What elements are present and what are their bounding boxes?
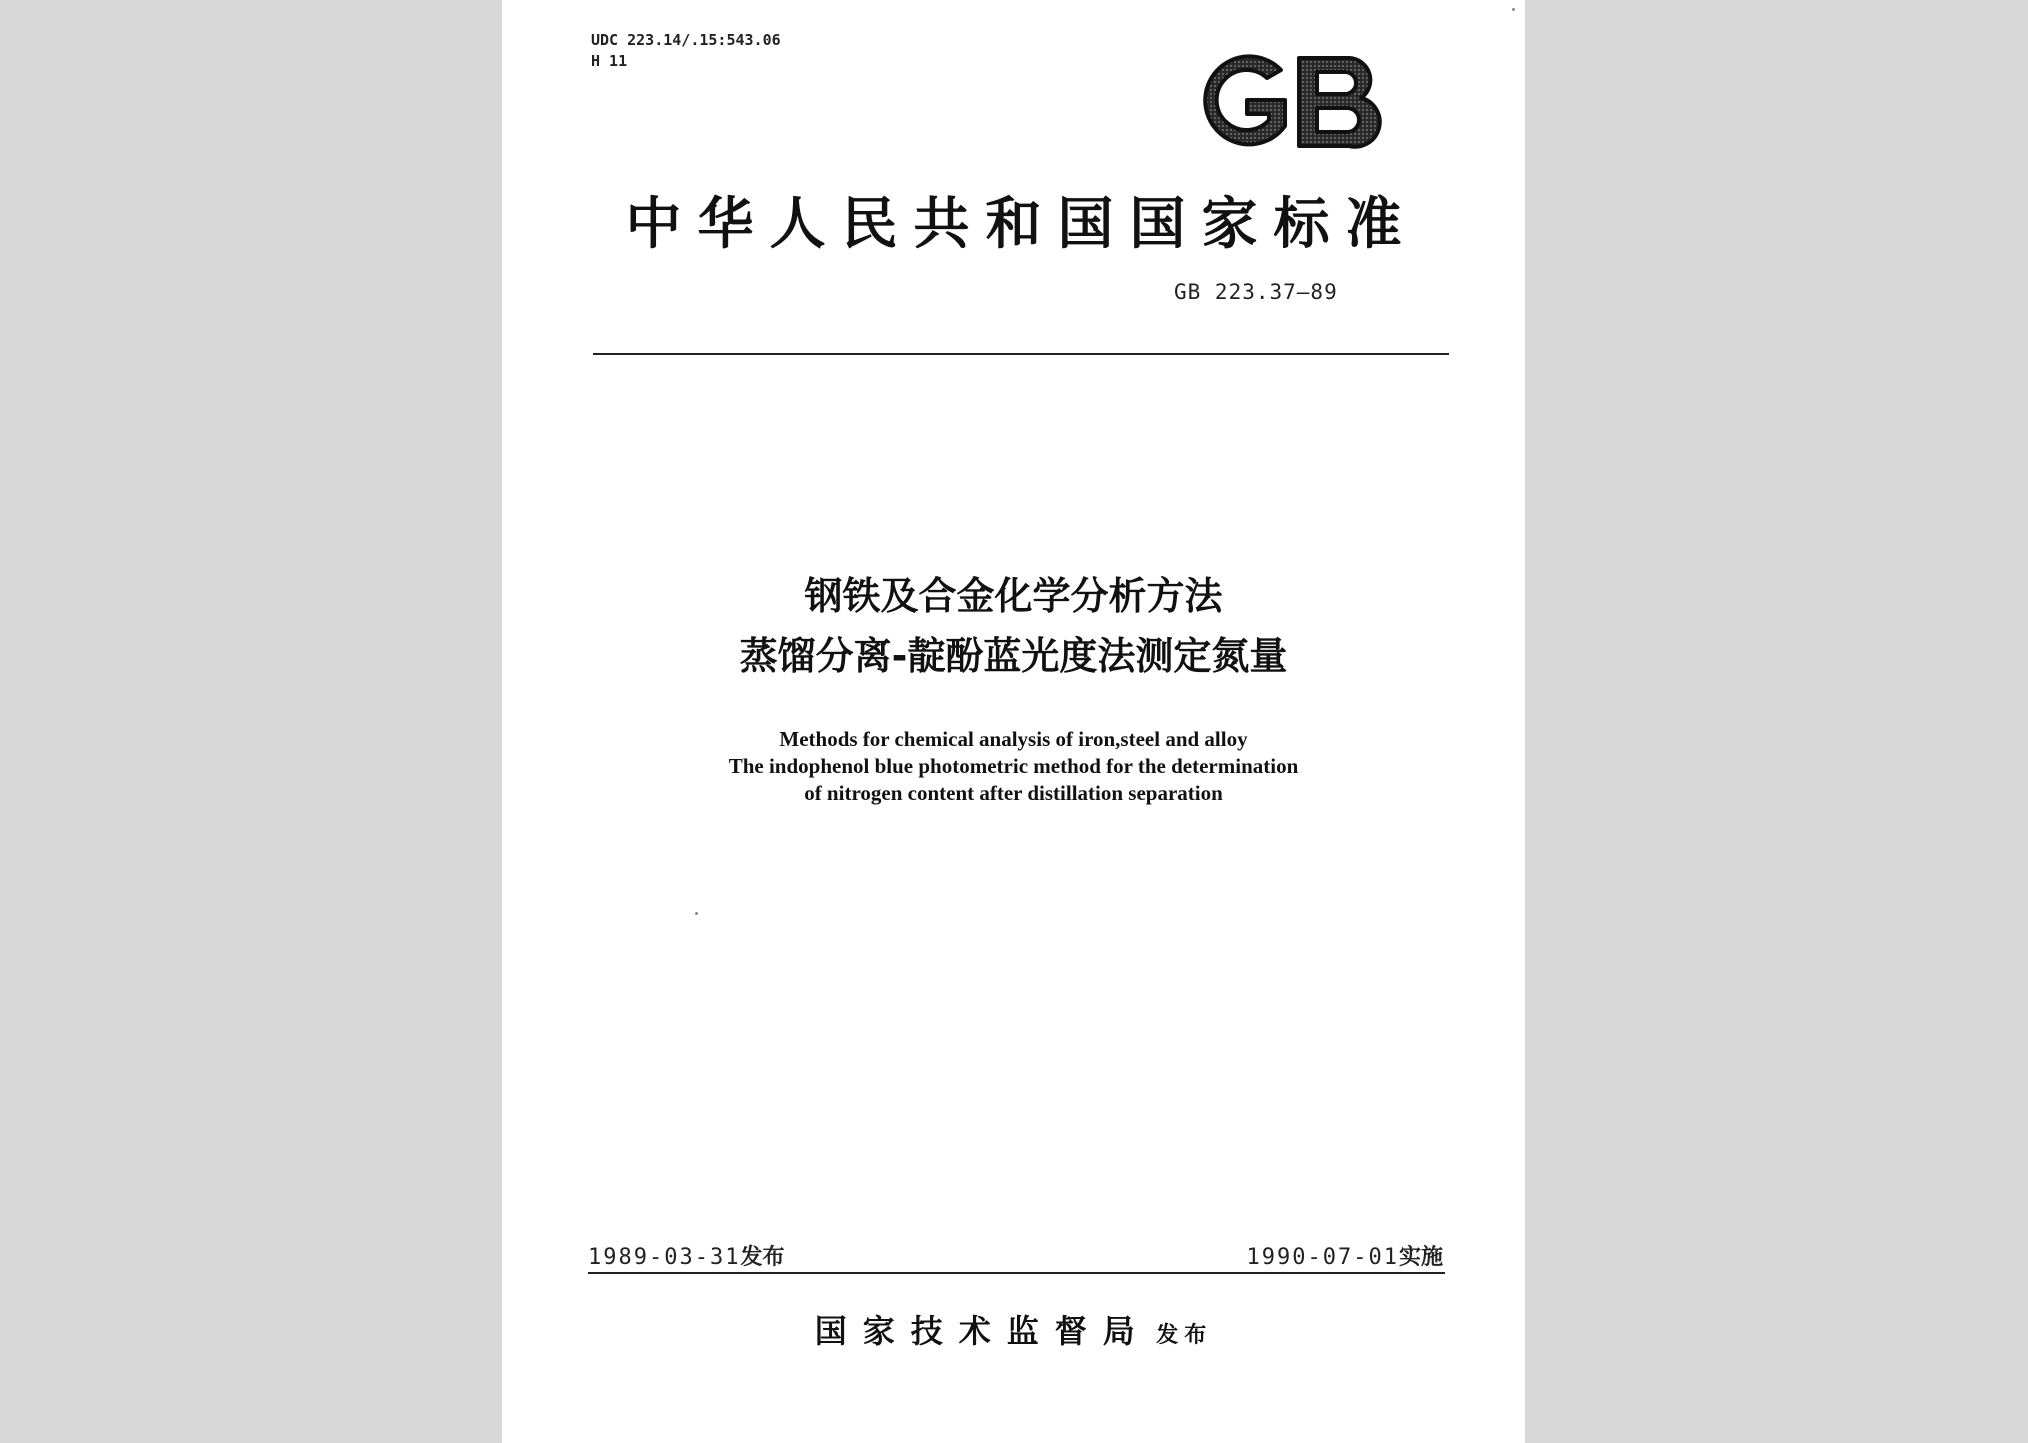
issuer-action: 发布: [1156, 1322, 1213, 1348]
udc-line: UDC 223.14/.15:543.06: [591, 31, 781, 49]
title-en-line3: of nitrogen content after distillation separation: [804, 781, 1223, 805]
effective-date-label: 实施: [1398, 1245, 1443, 1270]
class-line: H 11: [591, 52, 628, 70]
header-divider: [593, 353, 1449, 355]
title-cn-line1: 钢铁及合金化学分析方法: [804, 574, 1223, 618]
issue-date-label: 发布: [740, 1245, 785, 1270]
issue-date: [588, 1240, 784, 1271]
standard-number: GB 223.37—89: [1174, 280, 1338, 304]
effective-date: [1247, 1240, 1443, 1271]
title-cn-line2: 蒸馏分离-靛酚蓝光度法测定氮量: [739, 634, 1288, 678]
issuer-organization: 国家技术监督局: [814, 1312, 1151, 1350]
logo-text: GB: [1189, 52, 1191, 53]
scan-speck: [695, 912, 698, 915]
issue-date-value: 1989-03-31: [588, 1245, 741, 1270]
gb-logo: [1189, 52, 1387, 152]
udc-classification: [591, 30, 781, 72]
title-en: [502, 726, 1525, 807]
footer-divider: [588, 1272, 1445, 1274]
scan-speck: [1512, 8, 1515, 11]
national-standard-heading: 中华人民共和国国家标准: [625, 191, 1418, 257]
title-en-line1: Methods for chemical analysis of iron,steel and alloy: [779, 727, 1248, 751]
title-en-line2: The indophenol blue photometric method for the determination: [728, 754, 1299, 778]
document-page: [502, 0, 1525, 1443]
effective-date-value: 1990-07-01: [1246, 1245, 1399, 1270]
issuer: [502, 1306, 1525, 1352]
